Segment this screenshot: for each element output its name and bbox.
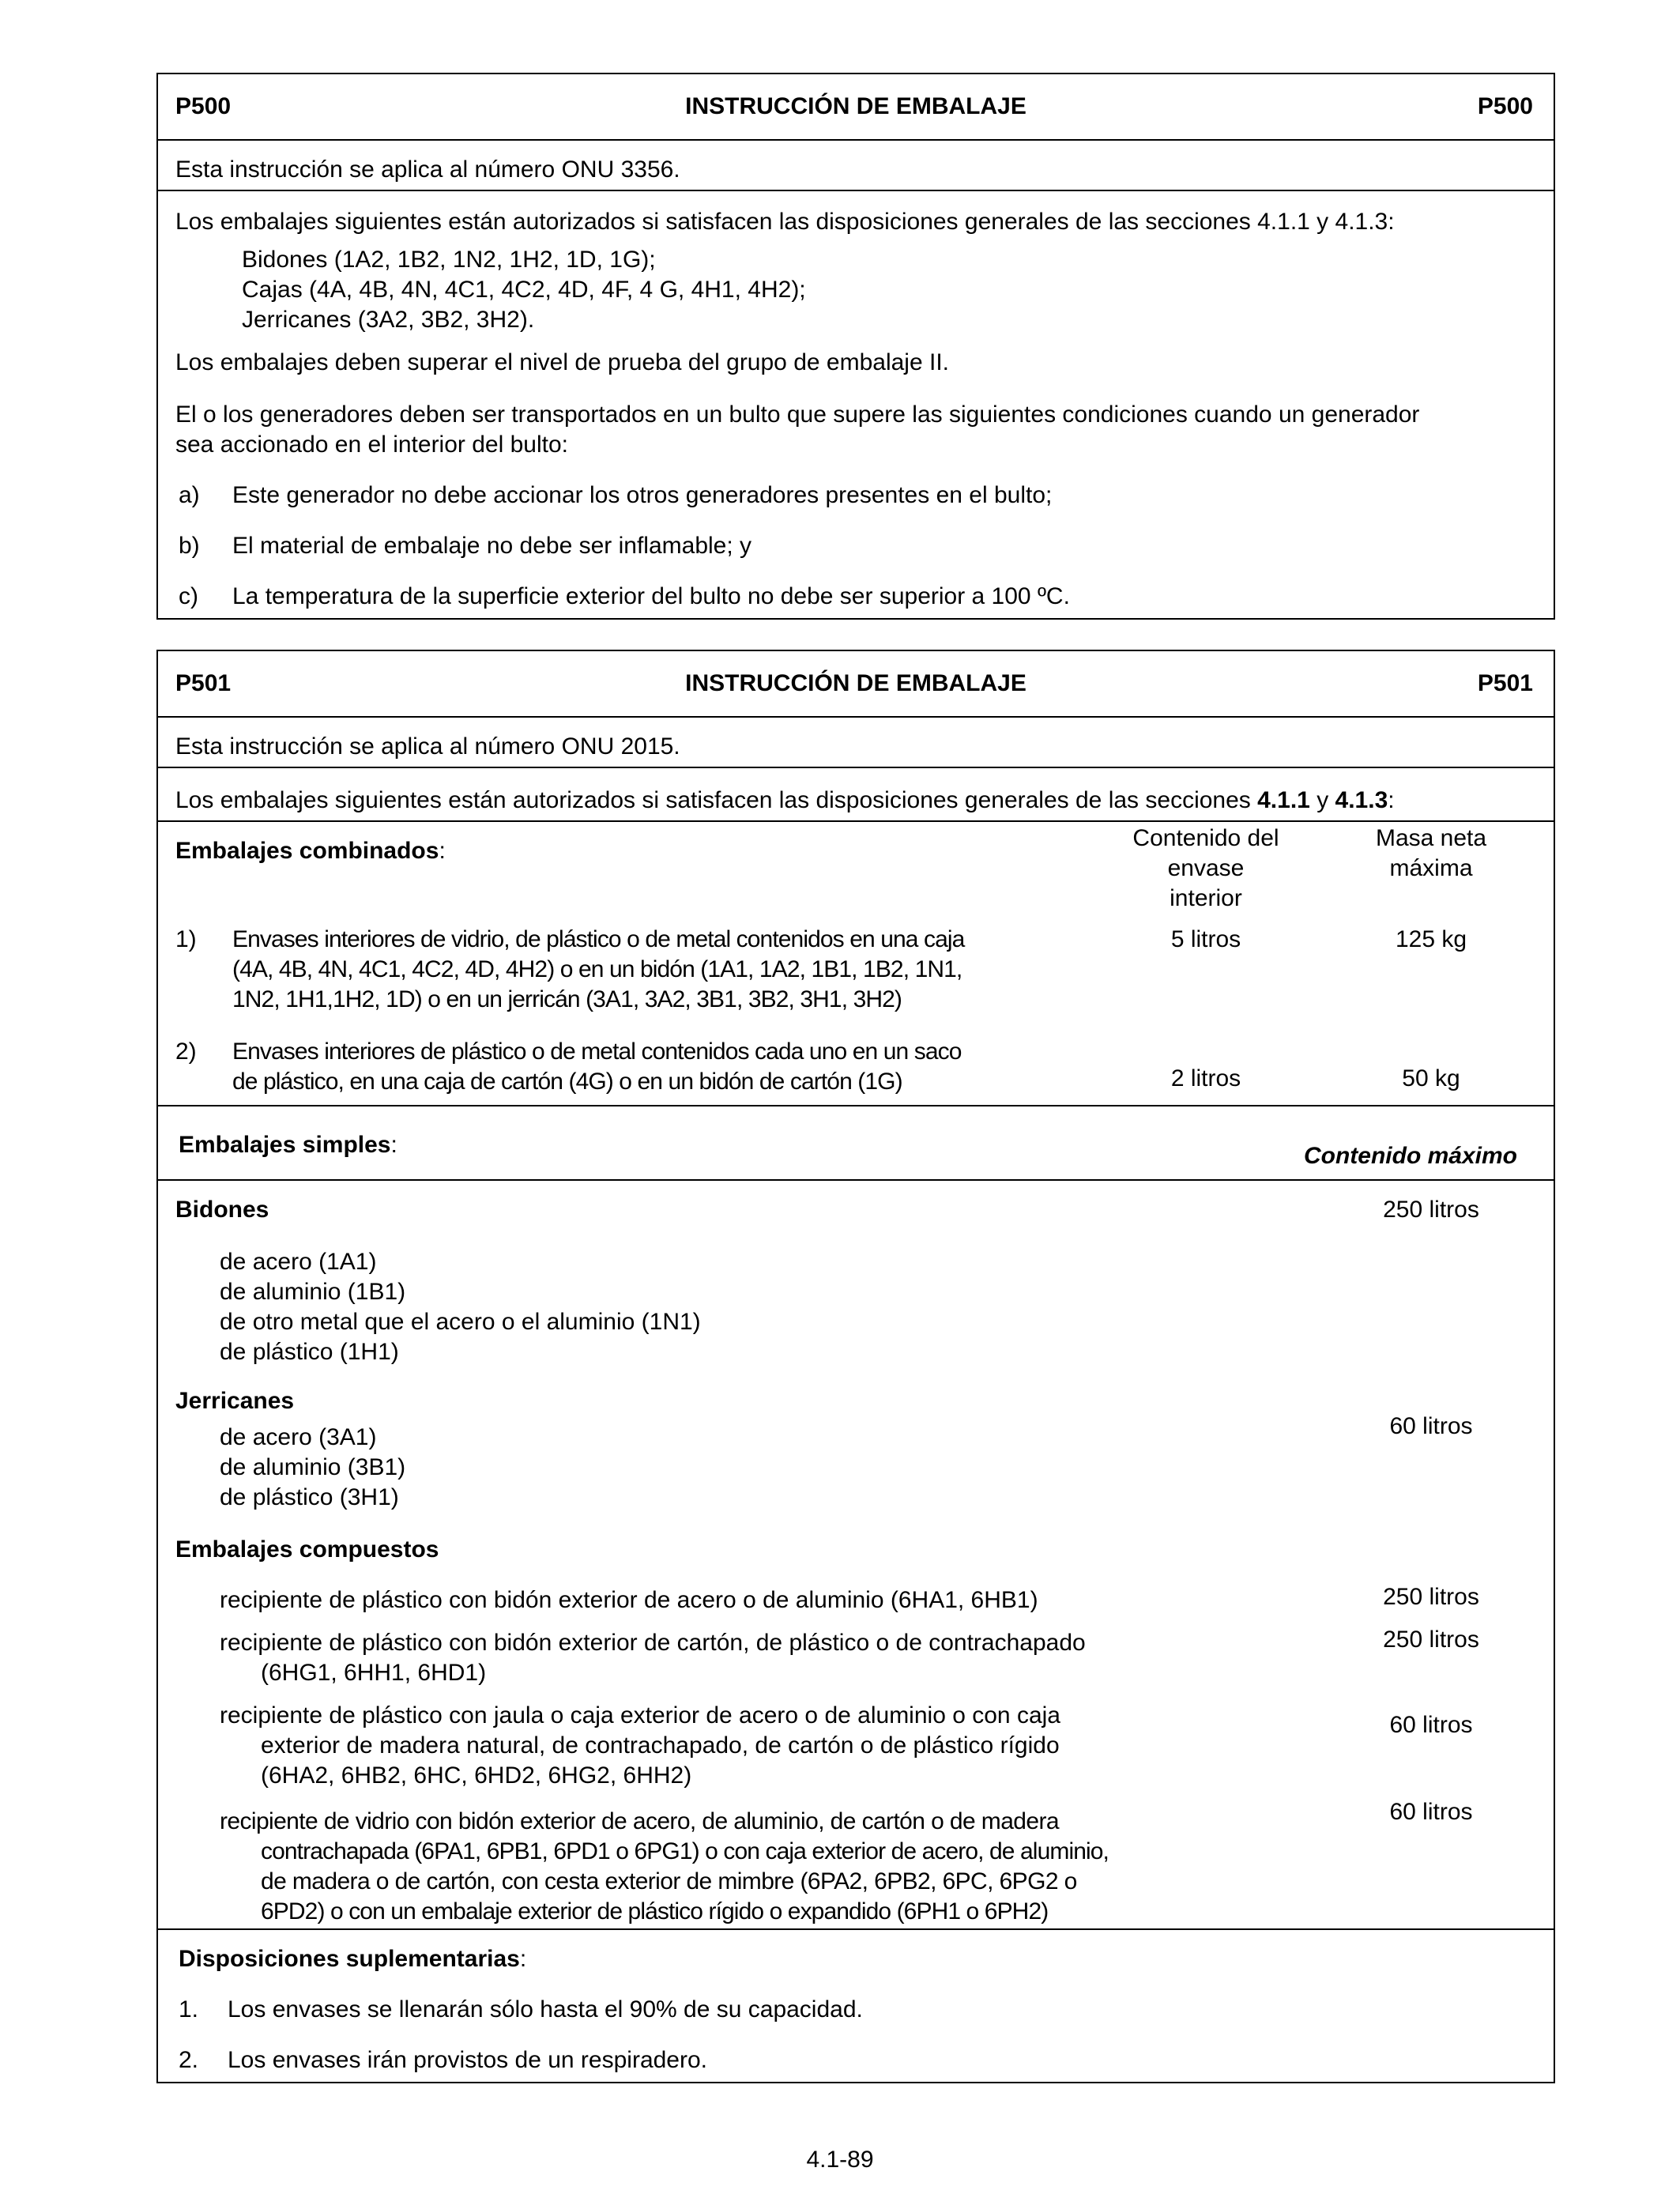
p500-applies: Esta instrucción se aplica al número ONU 3356. xyxy=(175,156,680,183)
p500-packaging-item: Cajas (4A, 4B, 4N, 4C1, 4C2, 4D, 4F, 4 G, 4H1, 4H2); xyxy=(242,277,806,303)
combined-item-number: 1) xyxy=(175,926,197,952)
p500-table xyxy=(156,73,1555,620)
p501-divider xyxy=(158,1928,1554,1930)
p501-divider xyxy=(158,716,1554,718)
composite-item-max: 250 litros xyxy=(1383,1584,1479,1610)
combined-item-text: (4A, 4B, 4N, 4C1, 4C2, 4D, 4H2) o en un bidón (1A1, 1A2, 1B1, 1B2, 1N1, xyxy=(232,956,962,982)
composite-item-text: recipiente de plástico con jaula o caja exterior de acero o de aluminio o con caja xyxy=(220,1702,1060,1728)
combined-item-text: de plástico, en una caja de cartón (4G) o en un bidón de cartón (1G) xyxy=(232,1069,902,1095)
drums-item: de acero (1A1) xyxy=(220,1249,377,1275)
composite-item-text: contrachapada (6PA1, 6PB1, 6PD1 o 6PG1) o con caja exterior de acero, de aluminio, xyxy=(261,1838,1109,1864)
p500-generators-text: El o los generadores deben ser transportados en un bulto que supere las siguientes condiciones cuando un generador xyxy=(175,401,1420,428)
p501-code-left: P501 xyxy=(175,670,232,696)
composite-item-text: recipiente de vidrio con bidón exterior de acero, de aluminio, de cartón o de madera xyxy=(220,1808,1059,1834)
composite-item-text: (6HA2, 6HB2, 6HC, 6HD2, 6HG2, 6HH2) xyxy=(261,1762,692,1789)
supplementary-text: Los envases irán provistos de un respiradero. xyxy=(228,2047,708,2073)
composite-item-text: exterior de madera natural, de contrachapado, de cartón o de plástico rígido xyxy=(261,1732,1060,1759)
jerricans-heading: Jerricanes xyxy=(175,1388,295,1414)
max-content-header: Contenido máximo xyxy=(1303,1143,1517,1169)
drums-item: de aluminio (1B1) xyxy=(220,1279,406,1305)
p500-condition-letter: c) xyxy=(179,583,198,609)
p500-condition-letter: a) xyxy=(179,482,200,508)
jerricans-item: de acero (3A1) xyxy=(220,1424,377,1450)
supplementary-number: 2. xyxy=(179,2047,199,2073)
composite-item-text: recipiente de plástico con bidón exterior de cartón, de plástico o de contrachapado xyxy=(220,1630,1086,1656)
combined-item-text: Envases interiores de plástico o de metal contenidos cada uno en un saco xyxy=(232,1039,962,1065)
p501-applies: Esta instrucción se aplica al número ONU 2015. xyxy=(175,733,680,760)
p500-divider xyxy=(158,190,1554,191)
page-number: 4.1-89 xyxy=(806,2147,874,2173)
drums-item: de otro metal que el acero o el aluminio (1N1) xyxy=(220,1309,701,1335)
composite-item-text: de madera o de cartón, con cesta exterior de mimbre (6PA2, 6PB2, 6PC, 6PG2 o xyxy=(261,1868,1077,1894)
p500-code-left: P500 xyxy=(175,93,232,119)
composite-heading: Embalajes compuestos xyxy=(175,1536,439,1563)
combined-item-number: 2) xyxy=(175,1039,197,1065)
drums-item: de plástico (1H1) xyxy=(220,1339,399,1365)
composite-item-max: 60 litros xyxy=(1389,1799,1473,1825)
supplementary-number: 1. xyxy=(179,1996,199,2022)
composite-item-text: (6HG1, 6HH1, 6HD1) xyxy=(261,1660,487,1686)
p501-divider xyxy=(158,1179,1554,1181)
combined-item-mass: 50 kg xyxy=(1402,1065,1460,1091)
supplementary-heading: Disposiciones suplementarias: xyxy=(179,1946,527,1972)
jerricans-item: de aluminio (3B1) xyxy=(220,1454,406,1480)
col-inner-header: interior xyxy=(1170,885,1242,911)
combined-heading: Embalajes combinados: xyxy=(175,838,446,864)
combined-item-text: Envases interiores de vidrio, de plástico o de metal contenidos en una caja xyxy=(232,926,965,952)
single-heading: Embalajes simples: xyxy=(179,1132,397,1158)
combined-item-text: 1N2, 1H1,1H2, 1D) o en un jerricán (3A1, 3A2, 3B1, 3B2, 3H1, 3H2) xyxy=(232,986,902,1012)
p501-table xyxy=(156,650,1555,2083)
p500-test-level: Los embalajes deben superar el nivel de prueba del grupo de embalaje II. xyxy=(175,349,949,375)
p500-packaging-item: Bidones (1A2, 1B2, 1N2, 1H2, 1D, 1G); xyxy=(242,247,656,273)
p500-divider xyxy=(158,139,1554,141)
p501-intro: Los embalajes siguientes están autorizados si satisfacen las disposiciones generales de las secciones 4.1.1 y 4.1.3: xyxy=(175,787,1395,813)
p500-condition-text: El material de embalaje no debe ser inflamable; y xyxy=(232,533,752,559)
jerricans-item: de plástico (3H1) xyxy=(220,1484,399,1510)
composite-item-max: 250 litros xyxy=(1383,1627,1479,1653)
combined-item-mass: 125 kg xyxy=(1395,926,1467,952)
p501-code-right: P501 xyxy=(1477,670,1533,696)
col-inner-header: Contenido del xyxy=(1132,825,1279,851)
col-mass-header: máxima xyxy=(1389,855,1473,881)
col-inner-header: envase xyxy=(1167,855,1245,881)
jerricans-max: 60 litros xyxy=(1389,1413,1473,1439)
p500-title: INSTRUCCIÓN DE EMBALAJE xyxy=(685,93,1026,119)
p500-condition-letter: b) xyxy=(179,533,200,559)
p500-code-right: P500 xyxy=(1477,93,1533,119)
p500-packaging-item: Jerricanes (3A2, 3B2, 3H2). xyxy=(242,307,535,333)
composite-item-max: 60 litros xyxy=(1389,1712,1473,1738)
p500-intro: Los embalajes siguientes están autorizados si satisfacen las disposiciones generales de las secciones 4.1.1 y 4.1.3: xyxy=(175,209,1395,235)
drums-max: 250 litros xyxy=(1383,1197,1479,1223)
combined-item-inner: 5 litros xyxy=(1170,926,1241,952)
drums-heading: Bidones xyxy=(175,1197,269,1223)
p501-divider xyxy=(158,1105,1554,1106)
combined-item-inner: 2 litros xyxy=(1170,1065,1241,1091)
p500-condition-text: La temperatura de la superficie exterior del bulto no debe ser superior a 100 ºC. xyxy=(232,583,1070,609)
p501-divider xyxy=(158,820,1554,822)
p501-title: INSTRUCCIÓN DE EMBALAJE xyxy=(685,670,1026,696)
composite-item-text: 6PD2) o con un embalaje exterior de plástico rígido o expandido (6PH1 o 6PH2) xyxy=(261,1898,1049,1924)
supplementary-text: Los envases se llenarán sólo hasta el 90% de su capacidad. xyxy=(228,1996,863,2022)
col-mass-header: Masa neta xyxy=(1375,825,1487,851)
p501-divider xyxy=(158,767,1554,768)
p500-condition-text: Este generador no debe accionar los otros generadores presentes en el bulto; xyxy=(232,482,1053,508)
p500-generators-text: sea accionado en el interior del bulto: xyxy=(175,432,568,458)
composite-item-text: recipiente de plástico con bidón exterior de acero o de aluminio (6HA1, 6HB1) xyxy=(220,1587,1038,1613)
